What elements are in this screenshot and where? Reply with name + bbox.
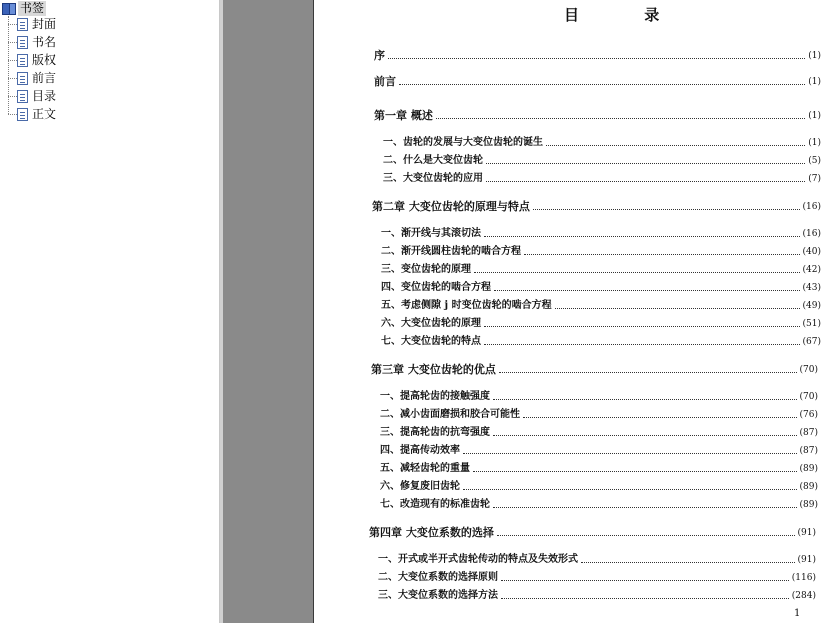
- toc-entry-page: (49): [802, 301, 821, 311]
- toc-leader-dots: [524, 254, 800, 255]
- toc-entry-page: (89): [799, 464, 818, 474]
- toc-entry: [383, 137, 821, 149]
- toc-entry: [380, 427, 818, 439]
- toc-entry-title: 四、提高传动效率: [380, 445, 460, 456]
- toc-entry: [381, 336, 821, 348]
- toc-entry-page: (91): [797, 528, 816, 538]
- toc-entry-page: (1): [808, 138, 821, 148]
- toc-entry-title: 四、变位齿轮的啮合方程: [381, 282, 491, 293]
- toc-leader-dots: [581, 562, 795, 563]
- toc-entry-title: 六、修复废旧齿轮: [380, 481, 460, 492]
- toc-entry-title: 三、大变位系数的选择方法: [378, 590, 498, 601]
- toc-entry-page: (284): [791, 591, 816, 601]
- bookmark-item-preface[interactable]: [8, 69, 56, 87]
- toc-entry-page: (89): [799, 500, 818, 510]
- toc-entry-page: (87): [799, 446, 818, 456]
- toc-entry-page: (42): [802, 265, 821, 275]
- toc-entry: [372, 201, 821, 213]
- page-icon: [17, 72, 28, 85]
- toc-entry-title: 二、大变位系数的选择原则: [378, 572, 498, 583]
- toc-entry: [374, 110, 821, 122]
- toc-entry: [380, 445, 818, 457]
- bookmark-item-label: 目录: [32, 89, 57, 103]
- toc-entry-title: 第四章 大变位系数的选择: [369, 526, 494, 539]
- bookmark-item-contents[interactable]: [8, 87, 56, 105]
- toc-entry-title: 六、大变位齿轮的原理: [381, 318, 481, 329]
- toc-entry-page: (1): [808, 77, 821, 87]
- book-icon: [2, 2, 16, 14]
- bookmark-item-label: 封面: [32, 17, 57, 31]
- toc-entry: [380, 409, 818, 421]
- toc-leader-dots: [463, 489, 797, 490]
- toc-entry-title: 一、开式或半开式齿轮传动的特点及失效形式: [378, 554, 578, 565]
- toc-entry: [374, 76, 821, 88]
- page-number: 1: [794, 608, 801, 619]
- toc-leader-dots: [493, 507, 797, 508]
- toc-leader-dots: [494, 290, 800, 291]
- toc-entry-title: 七、大变位齿轮的特点: [381, 336, 481, 347]
- toc-entry-page: (5): [808, 156, 821, 166]
- toc-entry-title: 二、什么是大变位齿轮: [383, 155, 483, 166]
- toc-leader-dots: [555, 308, 800, 309]
- toc-entry-page: (1): [808, 111, 821, 121]
- page-title: 目 录: [564, 6, 690, 24]
- toc-leader-dots: [533, 209, 800, 210]
- toc-entry: [380, 391, 818, 403]
- toc-entry-page: (1): [808, 51, 821, 61]
- toc-leader-dots: [484, 236, 800, 237]
- toc-entry-title: 一、渐开线与其滚切法: [381, 228, 481, 239]
- page-icon: [17, 108, 28, 121]
- toc-entry-page: (91): [797, 555, 816, 565]
- toc-entry-page: (7): [808, 174, 821, 184]
- toc-entry-title: 七、改造现有的标准齿轮: [380, 499, 490, 510]
- toc-leader-dots: [493, 435, 797, 436]
- toc-entry-page: (89): [799, 482, 818, 492]
- bookmark-item-label: 前言: [32, 71, 57, 85]
- toc-leader-dots: [484, 326, 800, 327]
- bookmark-item-body[interactable]: [8, 105, 56, 123]
- toc-entry-title: 前言: [374, 75, 396, 88]
- toc-leader-dots: [546, 145, 805, 146]
- toc-entry: [381, 282, 821, 294]
- toc-entry-title: 第三章 大变位齿轮的优点: [371, 363, 496, 376]
- toc-entry: [381, 300, 821, 312]
- toc-entry: [378, 554, 816, 566]
- toc-entry-page: (51): [802, 319, 821, 329]
- bookmark-item-label: 书名: [32, 35, 57, 49]
- toc-entry: [383, 173, 821, 185]
- toc-entry-page: (16): [802, 202, 821, 212]
- toc-entry-title: 一、齿轮的发展与大变位齿轮的诞生: [383, 137, 543, 148]
- toc-leader-dots: [486, 181, 805, 182]
- bookmark-item-cover[interactable]: [8, 15, 56, 33]
- toc-leader-dots: [463, 453, 797, 454]
- toc-entry-title: 二、减小齿面磨损和胶合可能性: [380, 409, 520, 420]
- toc-entry: [381, 228, 821, 240]
- bookmark-root[interactable]: [2, 0, 46, 16]
- toc-entry: [371, 364, 818, 376]
- bookmark-root-label: 书签: [20, 0, 45, 15]
- page-icon: [17, 54, 28, 67]
- toc-entry-title: 一、提高轮齿的接触强度: [380, 391, 490, 402]
- toc-entry-page: (70): [799, 392, 818, 402]
- bookmark-item-copyright[interactable]: [8, 51, 56, 69]
- toc-entry: [374, 50, 821, 62]
- page-icon: [17, 90, 28, 103]
- toc-entry-title: 三、提高轮齿的抗弯强度: [380, 427, 490, 438]
- toc-entry-title: 序: [374, 49, 385, 62]
- toc-entry: [380, 499, 818, 511]
- toc-entry: [369, 527, 816, 539]
- toc-leader-dots: [497, 535, 795, 536]
- toc-leader-dots: [474, 272, 800, 273]
- toc-leader-dots: [493, 399, 797, 400]
- toc-entry-title: 三、变位齿轮的原理: [381, 264, 471, 275]
- viewer-gutter: [220, 0, 313, 623]
- toc-entry: [381, 264, 821, 276]
- page-icon: [17, 36, 28, 49]
- toc-entry-page: (76): [799, 410, 818, 420]
- toc-leader-dots: [436, 118, 805, 119]
- toc-entry: [380, 481, 818, 493]
- bookmark-item-label: 正文: [32, 107, 57, 121]
- toc-entry-title: 第二章 大变位齿轮的原理与特点: [372, 200, 530, 213]
- toc-entry: [380, 463, 818, 475]
- toc-entry-page: (67): [802, 337, 821, 347]
- toc-entry-title: 五、考虑侧隙 j 时变位齿轮的啮合方程: [381, 300, 552, 311]
- toc-entry-title: 二、渐开线圆柱齿轮的啮合方程: [381, 246, 521, 257]
- toc-entry-page: (40): [802, 247, 821, 257]
- toc-leader-dots: [501, 580, 789, 581]
- toc-entry-page: (16): [802, 229, 821, 239]
- page-icon: [17, 18, 28, 31]
- toc-entry-title: 第一章 概述: [374, 109, 433, 122]
- document-page: [313, 0, 822, 623]
- toc-leader-dots: [388, 58, 805, 59]
- toc-leader-dots: [473, 471, 797, 472]
- toc-leader-dots: [499, 372, 797, 373]
- toc-entry-page: (116): [791, 573, 816, 583]
- toc-entry: [381, 318, 821, 330]
- bookmarks-panel: [0, 0, 220, 623]
- toc-leader-dots: [523, 417, 797, 418]
- toc-entry: [378, 590, 816, 602]
- toc-entry-page: (87): [799, 428, 818, 438]
- toc-leader-dots: [399, 84, 805, 85]
- toc-leader-dots: [484, 344, 800, 345]
- toc-entry: [381, 246, 821, 258]
- toc-entry-page: (43): [802, 283, 821, 293]
- bookmark-item-title[interactable]: [8, 33, 56, 51]
- toc-leader-dots: [486, 163, 805, 164]
- toc-entry-title: 五、减轻齿轮的重量: [380, 463, 470, 474]
- toc-entry: [378, 572, 816, 584]
- toc-entry-page: (70): [799, 365, 818, 375]
- toc-leader-dots: [501, 598, 789, 599]
- panel-splitter[interactable]: [220, 0, 223, 623]
- toc-entry: [383, 155, 821, 167]
- bookmark-item-label: 版权: [32, 53, 57, 67]
- toc-entry-title: 三、大变位齿轮的应用: [383, 173, 483, 184]
